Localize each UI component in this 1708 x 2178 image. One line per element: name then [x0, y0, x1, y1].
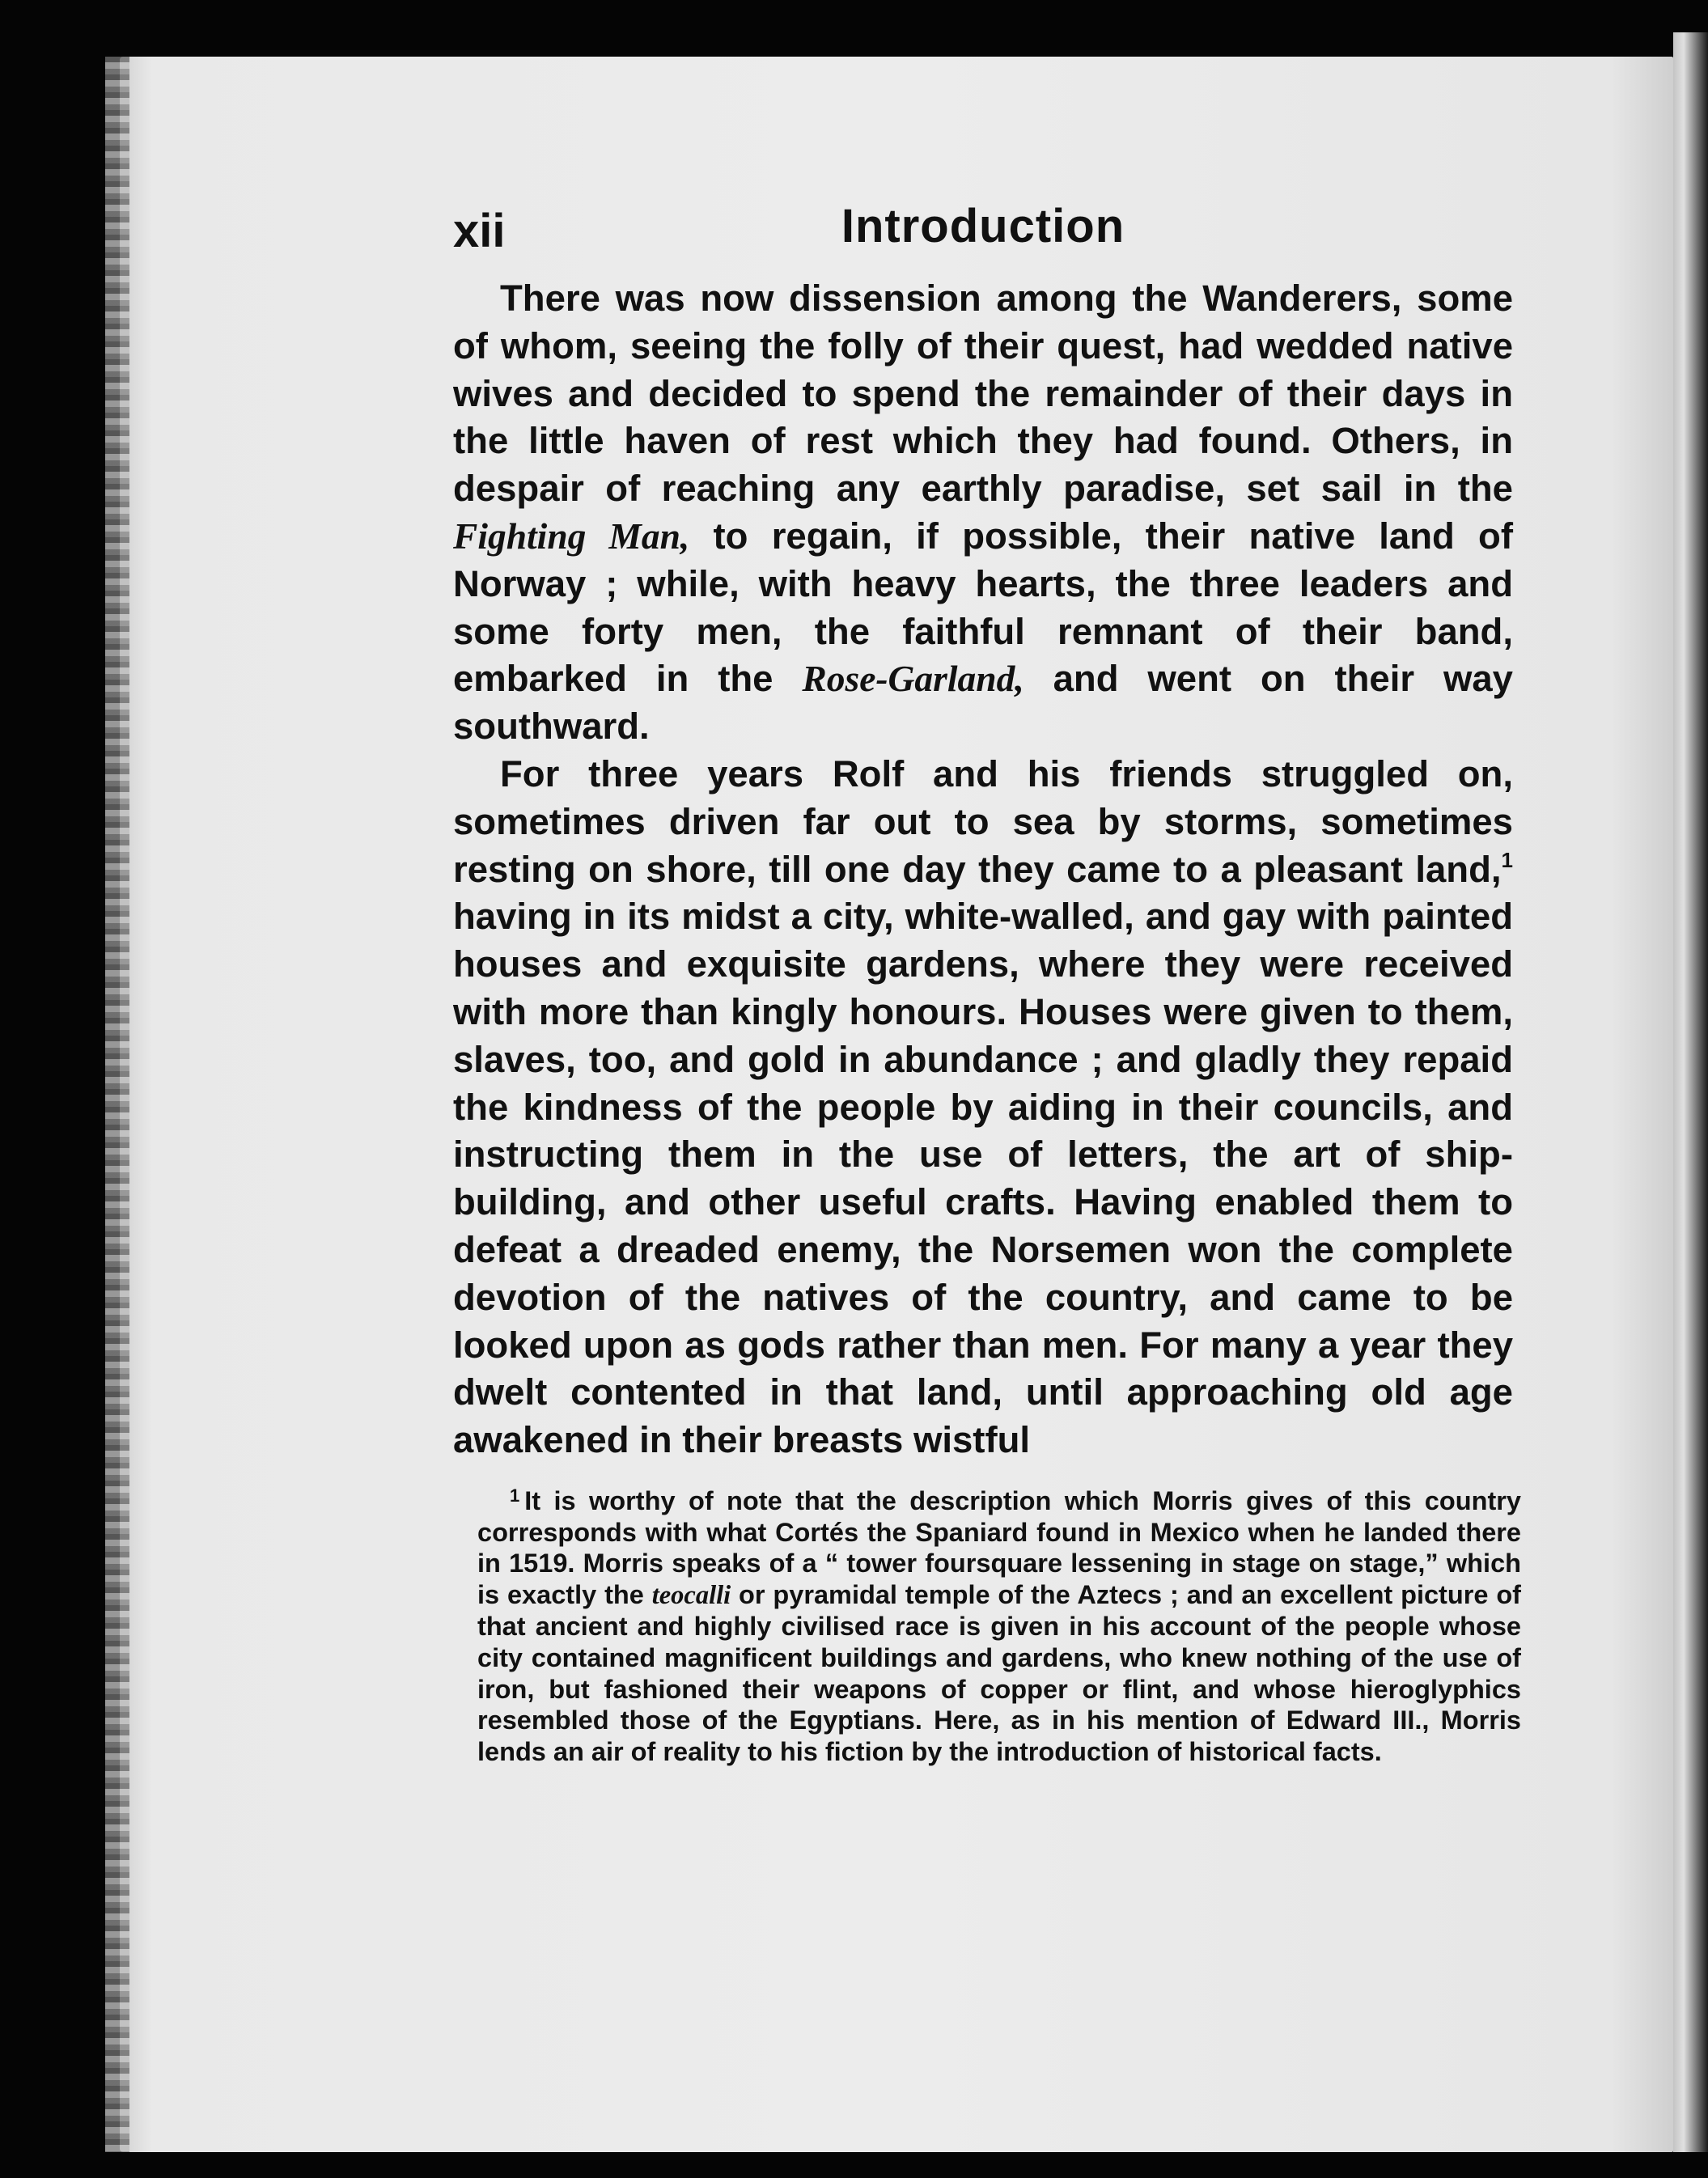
- body-text: [453, 275, 1513, 1464]
- footnote-term: teocalli: [651, 1580, 731, 1610]
- footnote: $^1$ It is worthy of note that the description which Morris gives of this country corresponds with what Cortés the Spaniard found in Mexico when he landed there in 1519. Morris speaks of a “ tower foursquare lessening in stage on stage,” which is exactly the teocalli or pyramidal temple of the Aztecs ; and an excellent picture of that ancient and highly civilised race is given in his account of the people whose city contained magnificent buildings and gardens, who knew nothing of the use of iron, but fashioned their weapons of copper or flint, and whose hieroglyphics resembled those of the Egyptians. Here, as in his mention of Edward III., Morris lends an air of reality to his fiction by the introduction of historical facts.: [477, 1485, 1522, 1766]
- footnote-mark: 1: [510, 1485, 520, 1506]
- paragraph-2: For three years Rolf and his friends struggled on, sometimes driven far out to sea by storms, sometimes resting on shore, till one day they came to a pleasant land,$^1$ having in its midst a city, white-walled, and gay with painted houses and exquisite gardens, where they were received with more than kingly honours. Houses were given to them, slaves, too, and gold in abundance ; and gladly they repaid the kindness of the people by aiding in their councils, and instructing them in the use of letters, the art of ship-building, and other useful crafts. Having enabled them to defeat a dreaded enemy, the Norsemen won the complete devotion of the natives of the country, and came to be looked upon as gods rather than men. For many a year they dwelt contented in that land, until approaching old age awakened in their breasts wistful: [453, 752, 1513, 1461]
- page-number: xii: [453, 205, 506, 257]
- page-header: [453, 193, 1513, 265]
- ship-name-rose-garland: Rose-Garland,: [802, 658, 1024, 700]
- running-head: Introduction: [841, 200, 1125, 252]
- page-gutter-edge: [105, 57, 129, 2152]
- footnote-reference[interactable]: 1: [1501, 847, 1513, 872]
- paragraph-1: There was now dissension among the Wanderers, some of whom, seeing the folly of their quest, had wedded native wives and decided to spend the remainder of their days in the little haven of rest which they had found. Others, in despair of reaching any earthly paradise, set sail in the Fighting Man, to regain, if possible, their native land of Norway ; while, with heavy hearts, the three leaders and some forty men, the faithful remnant of their band, embarked in the Rose-Garland, and went on their way southward.: [453, 278, 1513, 748]
- page-fore-edge: [1673, 32, 1708, 2152]
- ship-name-fighting-man: Fighting Man,: [453, 515, 690, 557]
